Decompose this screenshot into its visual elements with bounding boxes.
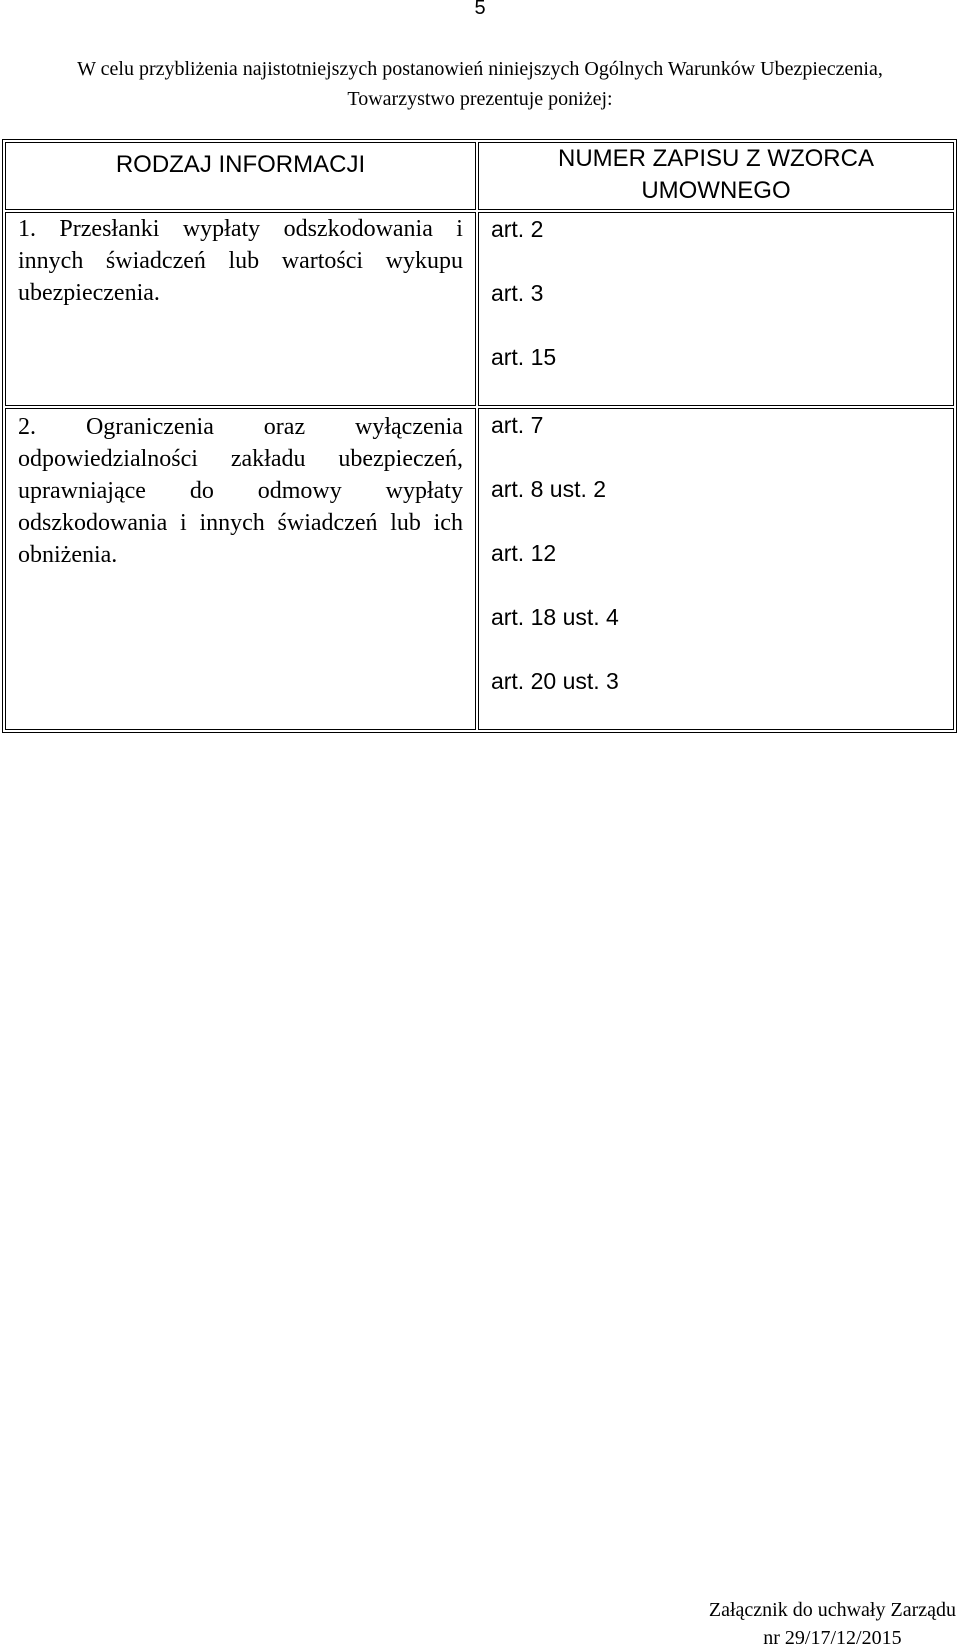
header-contract-reference: NUMER ZAPISU Z WZORCA UMOWNEGO: [478, 142, 954, 210]
reference-item: art. 8 ust. 2: [490, 476, 607, 502]
reference-item: art. 3: [490, 280, 544, 306]
header-information-type: RODZAJ INFORMACJI: [5, 142, 476, 210]
footer-note: [709, 1596, 956, 1652]
reference-item: art. 20 ust. 3: [490, 668, 619, 694]
intro-line-2: Towarzystwo prezentuje poniżej:: [347, 88, 613, 110]
footer-line-1: Załącznik do uchwały Zarządu: [708, 1599, 956, 1621]
row-description: 2. Ograniczenia oraz wyłączenia odpowiedzialności zakładu ubezpieczeń, uprawniające do odmowy wypłaty odszkodowania i innych świadczeń lub ich obniżenia.: [5, 408, 476, 730]
table-row: [5, 212, 954, 406]
information-table: [2, 139, 957, 733]
reference-item: art. 12: [490, 540, 557, 566]
reference-item: art. 15: [490, 344, 557, 370]
intro-paragraph: [0, 54, 960, 114]
reference-item: art. 18 ust. 4: [490, 604, 619, 630]
page-number: 5: [474, 0, 486, 19]
table-row: [5, 408, 954, 730]
reference-item: art. 7: [490, 412, 544, 438]
footer-line-2: nr 29/17/12/2015: [763, 1627, 902, 1649]
row-references: [478, 212, 954, 406]
reference-item: art. 2: [490, 216, 544, 242]
table-header-row: [5, 142, 954, 210]
row-references: [478, 408, 954, 730]
intro-line-1: W celu przybliżenia najistotniejszych postanowień niniejszych Ogólnych Warunków Ubezpieczenia,: [77, 58, 883, 80]
row-description: 1. Przesłanki wypłaty odszkodowania i innych świadczeń lub wartości wykupu ubezpieczenia.: [5, 212, 476, 406]
